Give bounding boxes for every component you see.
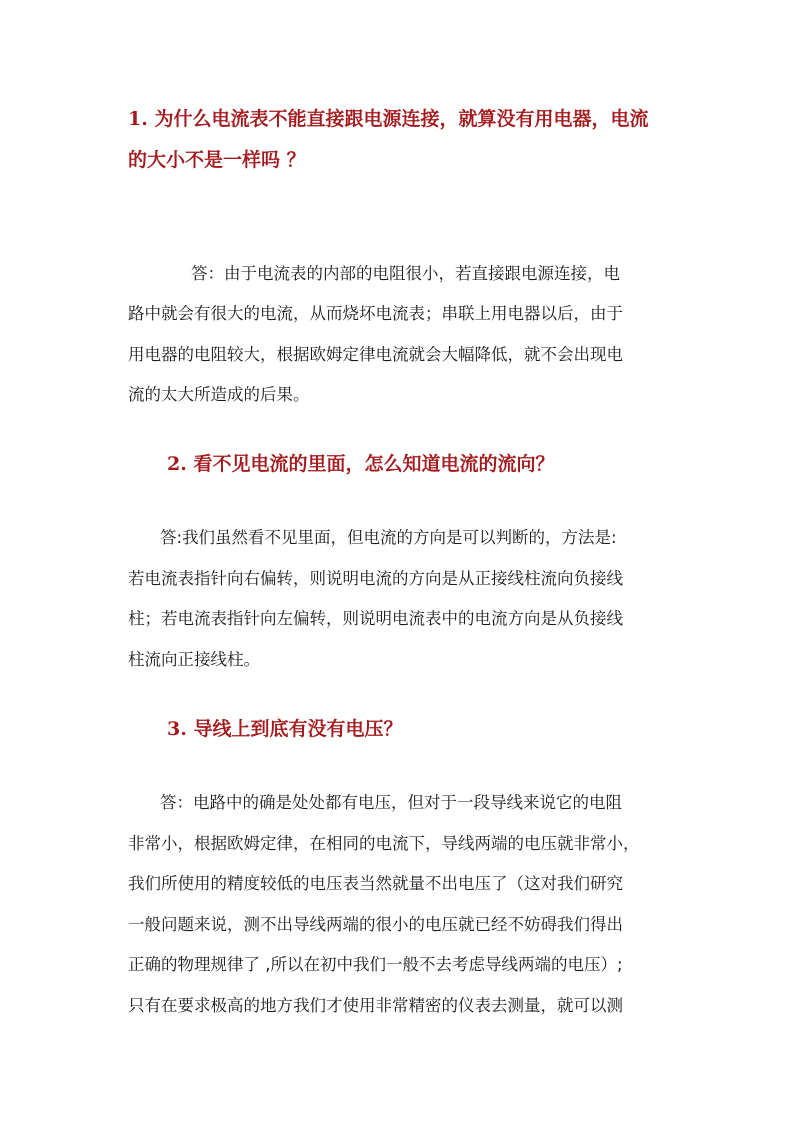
answer-3-line-3: 我们所使用的精度较低的电压表当然就量不出电压了（这对我们研究 bbox=[128, 874, 623, 893]
question-1-text-line2: 的大小不是一样吗 ？ bbox=[128, 149, 306, 171]
question-1-heading bbox=[128, 103, 648, 136]
answer-1-line-4: 流的太大所造成的后果。 bbox=[128, 385, 310, 404]
question-3-heading bbox=[167, 713, 402, 746]
answer-2-line-2: 若电流表指针向右偏转，则说明电流的方向是从正接线柱流向负接线 bbox=[128, 569, 623, 588]
answer-1-line-1: 答：由于电流表的内部的电阻很小，若直接跟电源连接，电 bbox=[191, 264, 620, 283]
question-3-number: 3. bbox=[167, 718, 187, 740]
answer-3-line-1: 答：电路中的确是处处都有电压，但对于一段导线来说它的电阻 bbox=[160, 793, 622, 812]
question-3-text: 导线上到底有没有电压？ bbox=[193, 718, 403, 740]
question-2-heading bbox=[167, 448, 554, 481]
answer-2-line-3: 柱；若电流表指针向左偏转，则说明电流表中的电流方向是从负接线 bbox=[128, 609, 623, 628]
answer-3-line-2: 非常小，根据欧姆定律，在相同的电流下，导线两端的电压就非常小， bbox=[128, 834, 640, 853]
answer-1-line-2: 路中就会有很大的电流，从而烧坏电流表；串联上用电器以后，由于 bbox=[128, 304, 623, 323]
question-2-number: 2. bbox=[167, 453, 187, 475]
answer-3-line-5: 正确的物理规律了 ,所以在初中我们一般不去考虑导线两端的电压）; bbox=[128, 955, 623, 974]
answer-3-line-4: 一般问题来说，测不出导线两端的很小的电压就已经不妨碍我们得出 bbox=[128, 915, 623, 934]
question-1-number: 1. bbox=[128, 108, 148, 130]
answer-2-line-1: 答:我们虽然看不见里面，但电流的方向是可以判断的，方法是: bbox=[160, 528, 617, 547]
question-1-heading-line2 bbox=[128, 144, 306, 177]
answer-2-line-4: 柱流向正接线柱。 bbox=[128, 650, 260, 669]
answer-3-line-6: 只有在要求极高的地方我们才使用非常精密的仪表去测量，就可以测 bbox=[128, 996, 623, 1015]
question-1-text-line1: 为什么电流表不能直接跟电源连接，就算没有用电器，电流 bbox=[154, 108, 649, 130]
question-2-text: 看不见电流的里面，怎么知道电流的流向？ bbox=[193, 453, 555, 475]
answer-1-line-3: 用电器的电阻较大，根据欧姆定律电流就会大幅降低，就不会出现电 bbox=[128, 345, 623, 364]
